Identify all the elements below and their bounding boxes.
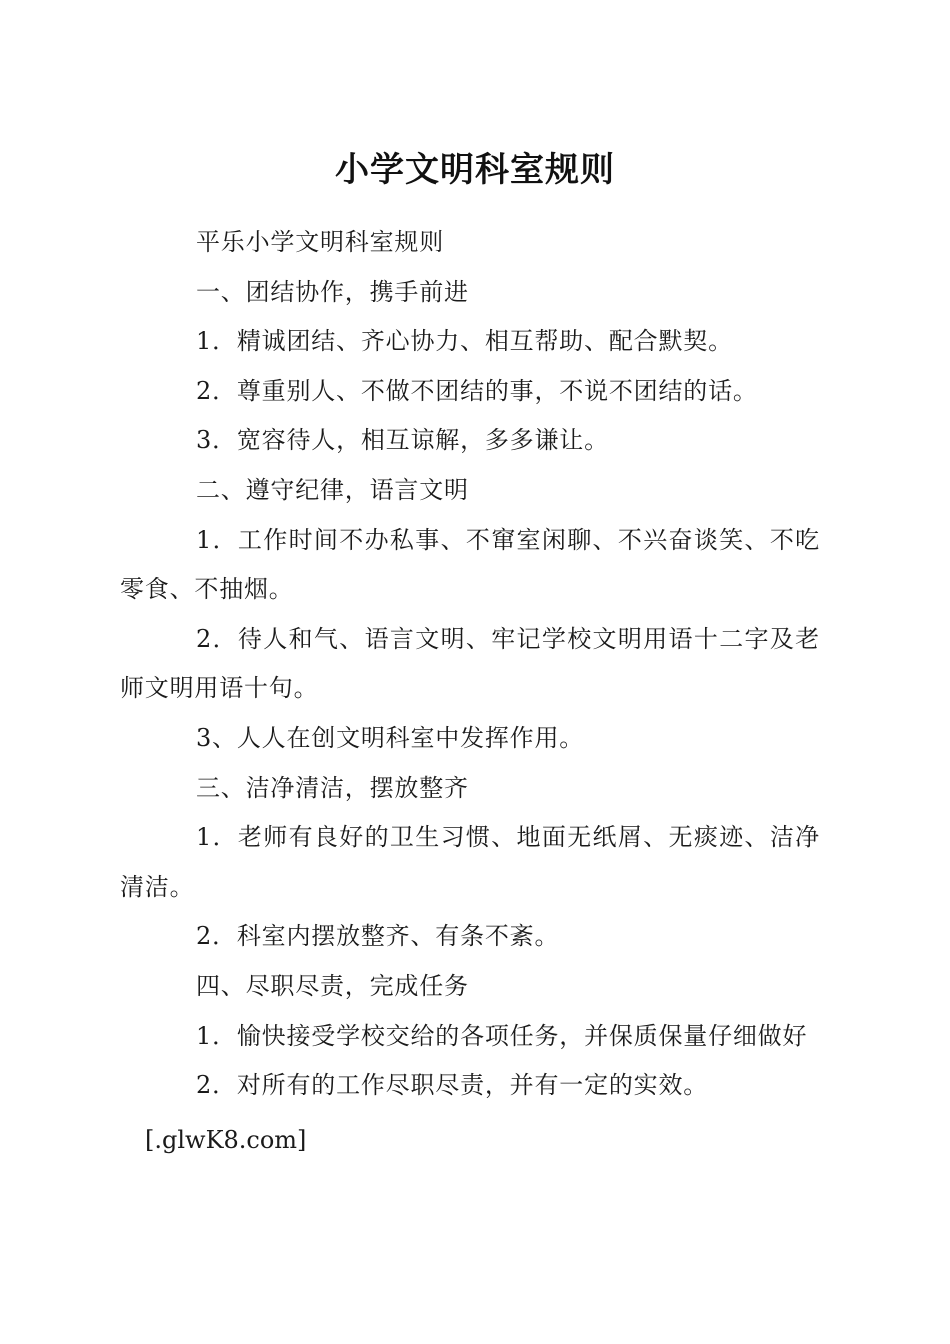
paragraph: 1．工作时间不办私事、不窜室闲聊、不兴奋谈笑、不吃零食、不抽烟。 bbox=[120, 525, 820, 604]
document-body bbox=[120, 218, 820, 1111]
paragraph: 1．老师有良好的卫生习惯、地面无纸屑、无痰迹、洁净清洁。 bbox=[120, 823, 820, 901]
paragraph: 3．宽容待人，相互谅解，多多谦让。 bbox=[196, 426, 609, 455]
paragraph: 3、人人在创文明科室中发挥作用。 bbox=[196, 723, 585, 752]
paragraph: 1．愉快接受学校交给的各项任务，并保质保量仔细做好 bbox=[196, 1021, 808, 1050]
section-heading-2: 二、遵守纪律，语言文明 bbox=[196, 475, 469, 504]
paragraph: 2．对所有的工作尽职尽责，并有一定的实效。 bbox=[196, 1071, 709, 1100]
section-heading-1: 一、团结协作，携手前进 bbox=[196, 277, 469, 306]
section-heading-4: 四、尽职尽责，完成任务 bbox=[196, 971, 469, 1000]
paragraph-heading: 平乐小学文明科室规则 bbox=[196, 228, 444, 256]
section-heading-3: 三、洁净清洁，摆放整齐 bbox=[196, 773, 469, 802]
paragraph: 2．待人和气、语言文明、牢记学校文明用语十二字及老师文明用语十句。 bbox=[120, 624, 820, 703]
document-title: 小学文明科室规则 bbox=[335, 150, 615, 190]
paragraph: 2．尊重别人、不做不团结的事，不说不团结的话。 bbox=[196, 376, 758, 405]
paragraph: 2．科室内摆放整齐、有条不紊。 bbox=[196, 922, 560, 951]
paragraph: 1．精诚团结、齐心协力、相互帮助、配合默契。 bbox=[196, 327, 733, 356]
source-link[interactable]: [.glwK8.com] bbox=[145, 1126, 307, 1154]
